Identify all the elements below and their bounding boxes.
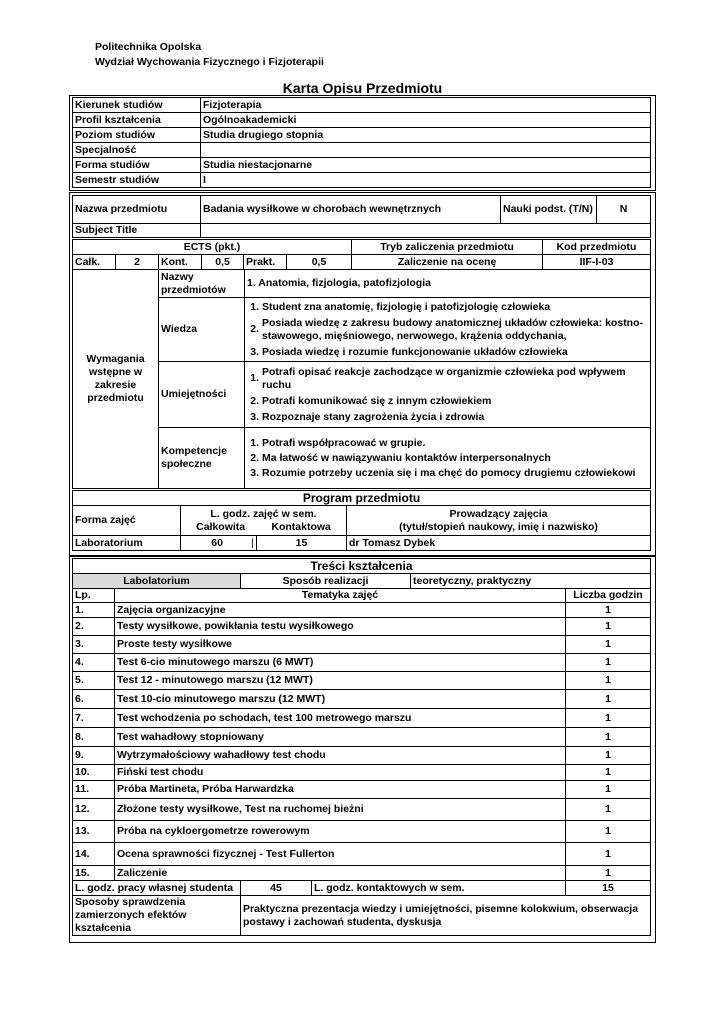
info-value: Ogólnoakademicki [201, 113, 651, 128]
info-value: I [201, 173, 651, 188]
row-hours: 1 [566, 654, 651, 672]
content-title: Treści kształcenia [73, 559, 651, 574]
row-hours: 1 [566, 843, 651, 866]
info-value: Fizjoterapia [201, 98, 651, 113]
content-table [72, 558, 651, 936]
row-topic: Fiński test chodu [115, 765, 566, 781]
row-topic: Test wahadłowy stopniowany [115, 728, 566, 747]
nauki-value: N [597, 196, 651, 224]
item-text: Potrafi komunikować się z innym człowiekiem [262, 394, 492, 407]
kontaktowych-label: L. godz. kontaktowych w sem. [312, 881, 566, 896]
list-item [247, 346, 648, 359]
info-label: Kierunek studiów [73, 98, 201, 113]
ects-label: ECTS (pkt.) [73, 240, 352, 255]
row-topic: Zaliczenie [115, 866, 566, 881]
list-item [247, 366, 648, 392]
item-text: Potrafi współpracować w grupie. [262, 436, 426, 449]
row-hours: 1 [566, 747, 651, 765]
item-text: Ma łatwość w nawiązywaniu kontaktów interpersonalnych [262, 451, 551, 464]
row-topic: Próba na cykloergometrze rowerowym [115, 821, 566, 843]
kompetencje-list [245, 428, 651, 489]
calkowita-label: Całkowita [196, 520, 246, 533]
lp-header: Lp. [73, 589, 115, 603]
sposob-label: Sposób realizacji [241, 574, 411, 589]
item-text: Rozumie potrzeby uczenia się i ma chęć do pomocy drugiemu człowiekowi [262, 466, 636, 479]
item-text: Posiada wiedzę i rozumie funkcjonowanie układów człowieka [262, 345, 568, 358]
row-hours: 1 [566, 781, 651, 799]
row-lp: 15. [73, 866, 115, 881]
row-hours: 1 [566, 672, 651, 690]
kod-label: Kod przedmiotu [543, 240, 651, 255]
requirements-table [72, 269, 651, 489]
calk-label: Całk. [73, 255, 116, 270]
wlasnej-label: L. godz. pracy własnej studenta [73, 881, 241, 896]
row-lp: 14. [73, 843, 115, 866]
course-table [72, 195, 651, 238]
item-number: 2. [250, 323, 259, 335]
list-item [247, 317, 648, 343]
row-topic: Testy wysiłkowe, powikłania testu wysiłkowego [115, 618, 566, 636]
forma-label: Forma zajęć [73, 506, 181, 536]
list-item [247, 301, 648, 314]
row-hours: 1 [566, 866, 651, 881]
kod-value: IIF-I-03 [543, 255, 651, 270]
row-lp: 11. [73, 781, 115, 799]
prowadzacy-header [347, 506, 651, 536]
wiedza-list [245, 298, 651, 362]
row-topic: Zajęcia organizacyjne [115, 603, 566, 618]
kontaktowych-value: 15 [566, 881, 651, 896]
prakt-label: Prakt. [244, 255, 287, 270]
row-lp: 7. [73, 709, 115, 728]
row-lp: 13. [73, 821, 115, 843]
row-topic: Test 12 - minutowego marszu (12 MWT) [115, 672, 566, 690]
info-label: Semestr studiów [73, 173, 201, 188]
tryb-value: Zaliczenie na ocenę [352, 255, 543, 270]
wiedza-label: Wiedza [159, 298, 245, 362]
row-hours: 1 [566, 636, 651, 654]
prowadzacy-sub: (tytuł/stopień naukowy, imię i nazwisko) [399, 520, 598, 533]
nazwy-label: Nazwy przedmiotów [159, 270, 245, 298]
item-number: 3. [250, 410, 259, 423]
kont-label: Kont. [159, 255, 202, 270]
list-item [247, 437, 648, 450]
row-topic: Wytrzymałościowy wahadłowy test chodu [115, 747, 566, 765]
row-lp: 10. [73, 765, 115, 781]
row-lp: 5. [73, 672, 115, 690]
godz-label: L. godz. zajęć w sem. [210, 507, 317, 520]
row-topic: Ocena sprawności fizycznej - Test Fullerton [115, 843, 566, 866]
item-text: Potrafi opisać reakcje zachodzące w organizmie człowieka pod wpływem ruchu [262, 365, 626, 391]
info-label: Profil kształcenia [73, 113, 201, 128]
info-label: Forma studiów [73, 158, 201, 173]
tematyka-header: Tematyka zajęć [115, 589, 566, 603]
row-lp: 2. [73, 618, 115, 636]
item-number: 1. [250, 436, 259, 449]
item-number: 3. [250, 466, 259, 479]
list-item [247, 452, 648, 465]
item-text: Student zna anatomię, fizjologię i patofizjologię człowieka [262, 300, 551, 313]
sposoby-label: Sposoby sprawdzenia zamierzonych efektów kształcenia [73, 896, 241, 936]
column-separator: | [251, 536, 254, 549]
page-title: Karta Opisu Przedmiotu [282, 80, 443, 96]
info-value: Studia drugiego stopnia [201, 128, 651, 143]
row-lp: 3. [73, 636, 115, 654]
item-number: 2. [250, 394, 259, 407]
row-topic: Złożone testy wysiłkowe, Test na ruchomej bieżni [115, 799, 566, 821]
item-number: 1. [250, 300, 259, 313]
course-name-label: Nazwa przedmiotu [73, 196, 201, 224]
info-label: Poziom studiów [73, 128, 201, 143]
ects-table [72, 239, 651, 270]
wlasnej-value: 45 [241, 881, 312, 896]
row-hours: 1 [566, 603, 651, 618]
kompetencje-label: Kompetencje społeczne [159, 428, 245, 489]
info-table [72, 97, 651, 188]
row-topic: Proste testy wysiłkowe [115, 636, 566, 654]
row-lp: 8. [73, 728, 115, 747]
row-hours: 1 [566, 765, 651, 781]
row-hours: 1 [566, 690, 651, 709]
row-topic: Test 6-cio minutowego marszu (6 MWT) [115, 654, 566, 672]
kontaktowa-label: Kontaktowa [271, 520, 331, 533]
subject-title-label: Subject Title [73, 224, 201, 238]
sposoby-value: Praktyczna prezentacja wiedzy i umiejętności, pisemne kolokwium, obserwacja postawy i zachowań studenta, dyskusja [241, 896, 651, 936]
nazwy-value: 1. Anatomia, fizjologia, patofizjologia [245, 270, 651, 298]
row-hours: 1 [566, 799, 651, 821]
calkowita-number: 60 [211, 536, 223, 549]
row-lp: 6. [73, 690, 115, 709]
godz-header [181, 506, 347, 536]
sposob-value: teoretyczny, praktyczny [411, 574, 651, 589]
row-lp: 4. [73, 654, 115, 672]
row-hours: 1 [566, 728, 651, 747]
row-hours: 1 [566, 618, 651, 636]
godzin-header: Liczba godzin [566, 589, 651, 603]
tryb-label: Tryb zaliczenia przedmiotu [352, 240, 543, 255]
subject-title-value [201, 224, 651, 238]
row-topic: Test wchodzenia po schodach, test 100 metrowego marszu [115, 709, 566, 728]
info-value [201, 143, 651, 158]
umiejetnosci-label: Umiejętności [159, 362, 245, 428]
row-hours: 1 [566, 709, 651, 728]
item-text: Rozpoznaje stany zagrożenia życia i zdrowia [262, 410, 485, 423]
item-number: 3. [250, 345, 259, 358]
row-lp: 9. [73, 747, 115, 765]
requirements-title: Wymagania wstępne w zakresie przedmiotu [73, 270, 159, 489]
prakt-value: 0,5 [287, 255, 352, 270]
row-topic: Próba Martineta, Próba Harwardzka [115, 781, 566, 799]
calk-value: 2 [116, 255, 159, 270]
row-hours: 1 [566, 821, 651, 843]
item-number: 1. [250, 372, 259, 384]
prowadzacy-label: Prowadzący zajęcia [449, 507, 548, 520]
course-name: Badania wysiłkowe w chorobach wewnętrznych [201, 196, 501, 224]
info-value: Studia niestacjonarne [201, 158, 651, 173]
calkowita-value [181, 536, 257, 551]
item-number: 2. [250, 451, 259, 464]
program-title: Program przedmiotu [73, 491, 651, 506]
kont-value: 0,5 [202, 255, 244, 270]
row-topic: Test 10-cio minutowego marszu (12 MWT) [115, 690, 566, 709]
list-item [247, 467, 648, 480]
university-name: Politechnika Opolska [95, 41, 202, 53]
faculty-name: Wydział Wychowania Fizycznego i Fizjoterapii [95, 56, 324, 68]
program-table [72, 490, 651, 551]
content-type: Labolatorium [73, 574, 241, 589]
kontaktowa-value: 15 [257, 536, 347, 551]
row-lp: 12. [73, 799, 115, 821]
prowadzacy-value: dr Tomasz Dybek [347, 536, 651, 551]
info-label: Specjalność [73, 143, 201, 158]
row-lp: 1. [73, 603, 115, 618]
umiejetnosci-list [245, 362, 651, 428]
list-item [247, 411, 648, 424]
list-item [247, 395, 648, 408]
nauki-label: Nauki podst. (T/N) [501, 196, 597, 224]
forma-value: Laboratorium [73, 536, 181, 551]
item-text: Posiada wiedzę z zakresu budowy anatomicznej układów człowieka: kostno-stawowego, mięśniowego, nerwowego, krążenia oddychania, [262, 316, 644, 342]
